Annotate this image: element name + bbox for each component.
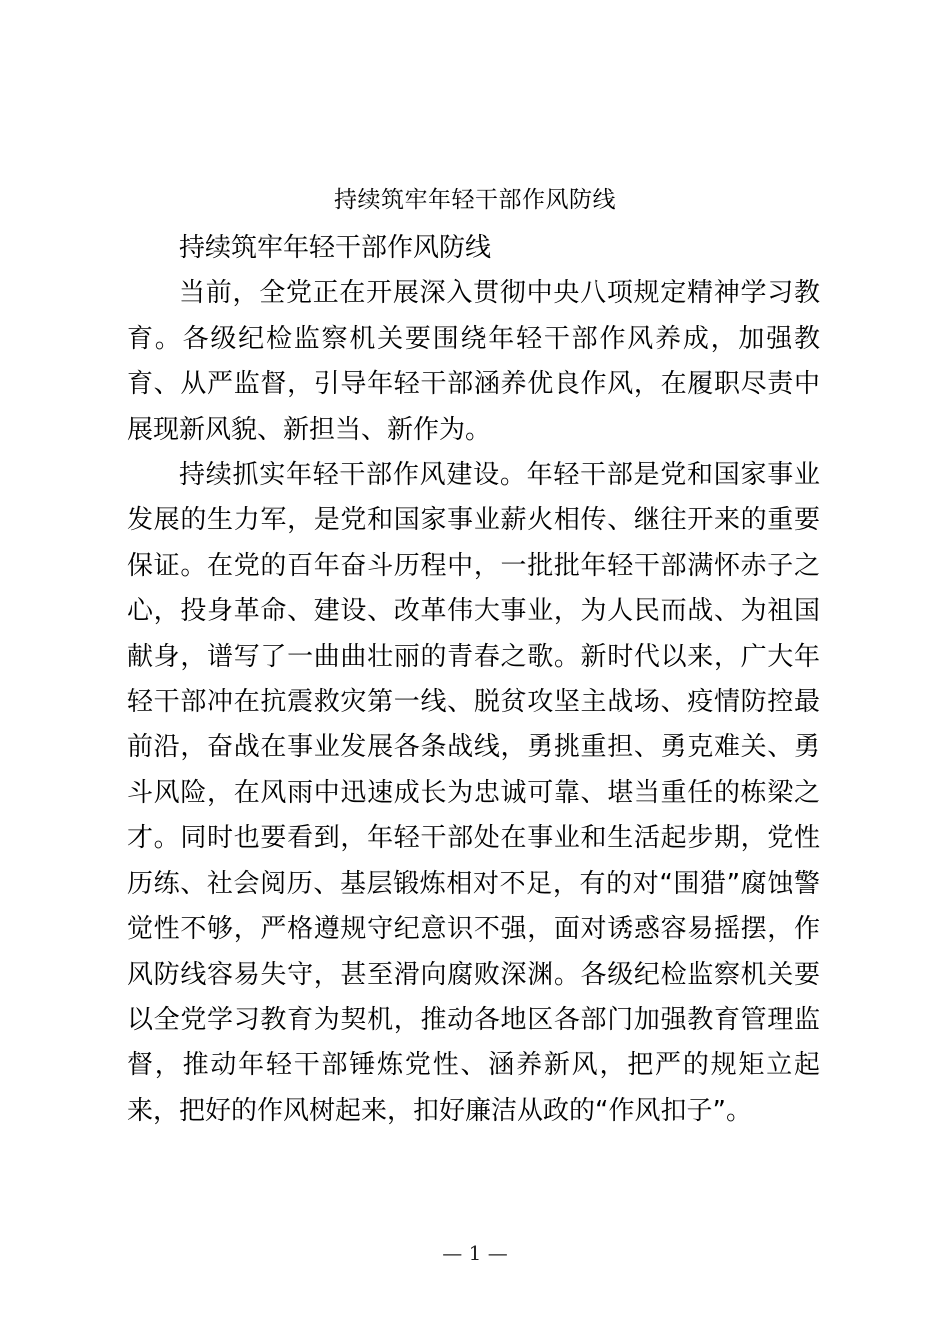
document-title: 持续筑牢年轻干部作风防线 (334, 187, 616, 213)
document-body (127, 226, 820, 1134)
paragraph: 持续抓实年轻干部作风建设。年轻干部是党和国家事业发展的生力军，是党和国家事业薪火相传、继往开来的重要保证。在党的百年奋斗历程中，一批批年轻干部满怀赤子之心，投身革命、建设、改革伟大事业，为人民而战、为祖国献身，谱写了一曲曲壮丽的青春之歌。新时代以来，广大年轻干部冲在抗震救灾第一线、脱贫攻坚主战场、疫情防控最前沿，奋战在事业发展各条战线，勇挑重担、勇克难关、勇斗风险，在风雨中迅速成长为忠诚可靠、堪当重任的栋梁之才。同时也要看到，年轻干部处在事业和生活起步期，党性历练、社会阅历、基层锻炼相对不足，有的对“围猎”腐蚀警觉性不够，严格遵规守纪意识不强，面对诱惑容易摇摆，作风防线容易失守，甚至滑向腐败深渊。各级纪检监察机关要以全党学习教育为契机，推动各地区各部门加强教育管理监督，推动年轻干部锤炼党性、涵养新风，把严的规矩立起来，把好的作风树起来，扣好廉洁从政的“作风扣子”。 (127, 460, 820, 1126)
page-number: — 1 — (442, 1241, 508, 1265)
paragraph: 持续筑牢年轻干部作风防线 (179, 233, 492, 263)
paragraph: 当前，全党正在开展深入贯彻中央八项规定精神学习教育。各级纪检监察机关要围绕年轻干部作风养成，加强教育、从严监督，引导年轻干部涵养优良作风，在履职尽责中展现新风貌、新担当、新作为。 (127, 278, 820, 445)
